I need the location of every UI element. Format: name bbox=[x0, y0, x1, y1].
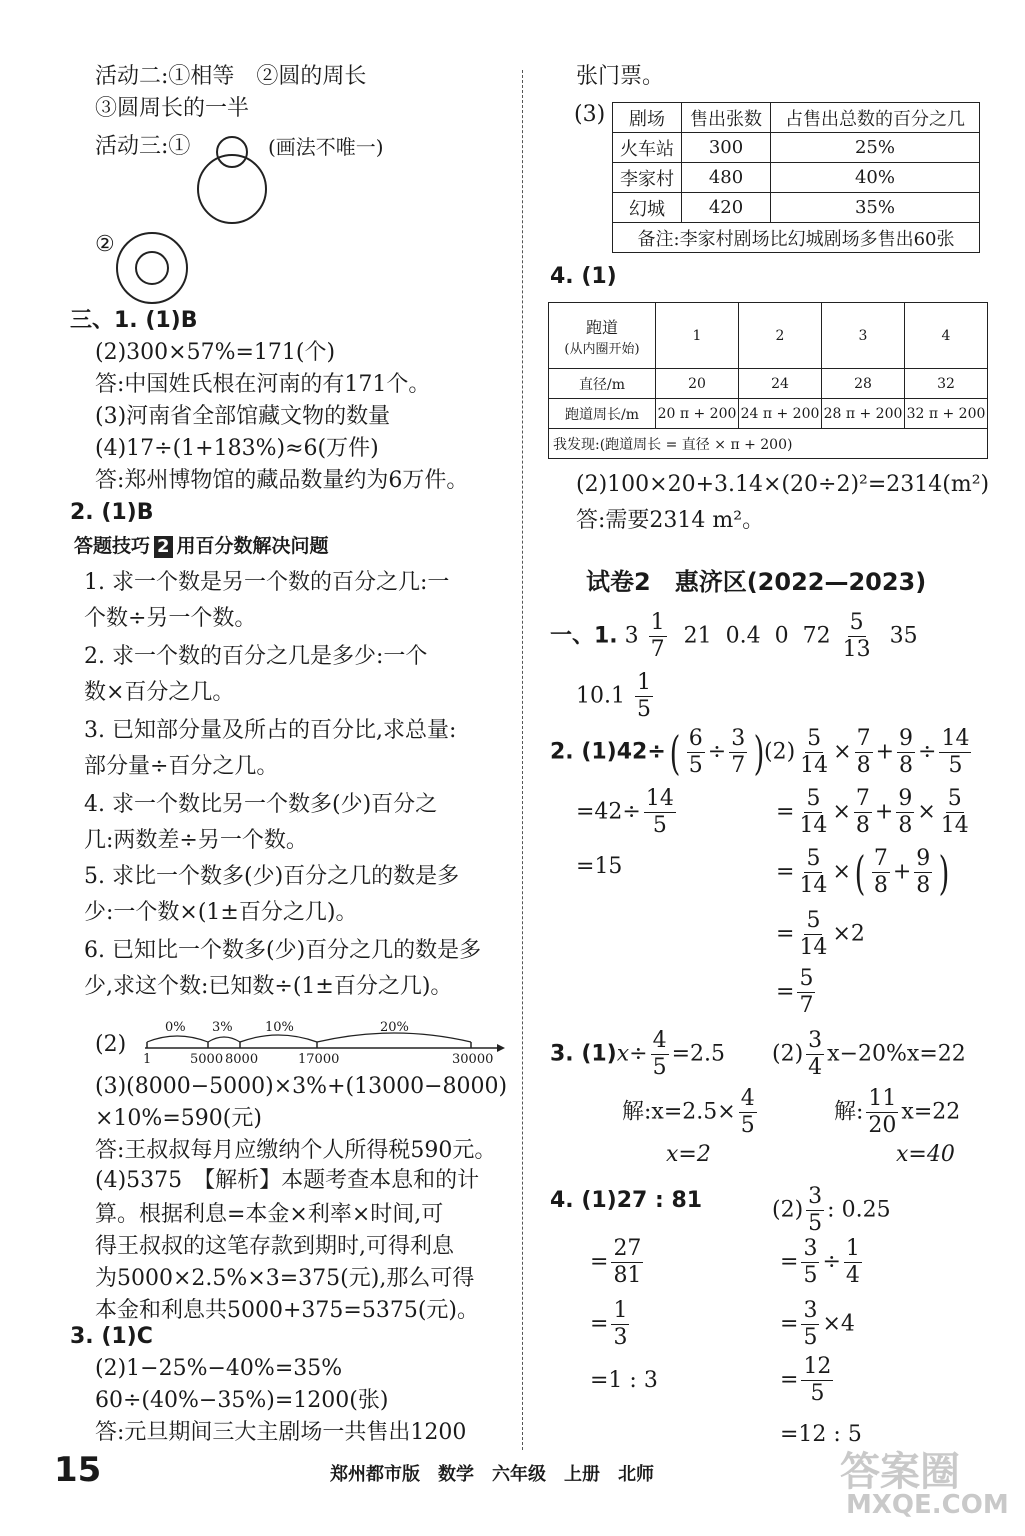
p2-r-label: (2) bbox=[764, 739, 796, 765]
s3-q2-4-line4: 为5000×2.5%×3=375(元),那么可得 bbox=[95, 1266, 475, 1291]
p3-sol2: 解: bbox=[834, 1099, 864, 1125]
theatre-cell: 李家村 bbox=[613, 163, 682, 193]
p3-left-line1 bbox=[550, 1030, 725, 1079]
p2-right-line1: (2) $\frac{5}{14}$ × $\frac{7}{8}$ + $\frac{9}{8}$ ÷ $\frac{14}{5}$ bbox=[764, 726, 970, 778]
track-h1: 跑道 bbox=[585, 317, 618, 337]
frac-den: 14 bbox=[800, 753, 829, 778]
frac-3-4 bbox=[806, 1030, 824, 1079]
track-lane: 2 bbox=[739, 303, 822, 369]
p2-right-line2: = $\frac{5}{14}$ × $\frac{7}{8}$ + $\frac{9}{8}$ × $\frac{5}{14}$ bbox=[776, 786, 969, 838]
p2-right-line4: = $\frac{5}{14}$ ×2 bbox=[776, 908, 865, 960]
p3-x: x÷ bbox=[616, 1041, 648, 1067]
frac-9-8 bbox=[914, 848, 932, 897]
frac-num: 9 bbox=[899, 726, 914, 751]
numline-tick-5000: 5000 bbox=[190, 1052, 224, 1067]
track-table bbox=[548, 302, 988, 459]
frac-den: 5 bbox=[652, 813, 667, 838]
open-paren: ( bbox=[669, 725, 681, 780]
numline-pct-3: 3% bbox=[212, 1020, 233, 1035]
p3-2-label: (2) bbox=[772, 1041, 804, 1067]
open-paren: ( bbox=[854, 845, 866, 900]
r-continuation: 张门票。 bbox=[576, 64, 665, 89]
watermark-logo: 答案圈 bbox=[840, 1449, 960, 1495]
frac-num: 9 bbox=[916, 846, 931, 871]
frac-3-5 bbox=[801, 1238, 819, 1287]
act3-label: 活动三:① bbox=[95, 134, 191, 159]
frac-den: 5 bbox=[803, 1263, 818, 1288]
s3-q2-4-line1: (4)5375 【解析】本题考查本息和的计 bbox=[95, 1168, 480, 1193]
frac-5-14 bbox=[798, 728, 830, 777]
p4-right-line1 bbox=[772, 1186, 891, 1235]
frac-den: 5 bbox=[740, 1113, 755, 1138]
frac-num: 5 bbox=[806, 908, 821, 933]
track-per-label: 跑道周长/m bbox=[549, 399, 656, 429]
p4-times-4: ×4 bbox=[822, 1311, 855, 1337]
close-paren: ) bbox=[753, 725, 765, 780]
p3-sol1-result: x=2 bbox=[666, 1142, 711, 1167]
theatre-cell: 40% bbox=[771, 163, 980, 193]
theatre-cell: 420 bbox=[682, 193, 771, 223]
s3-q1-2: (2)300×57%=171(个) bbox=[95, 340, 336, 365]
frac-num: 1 bbox=[650, 610, 665, 635]
frac-4-5b bbox=[739, 1088, 757, 1137]
s3-q2-1: 2. (1)B bbox=[70, 500, 154, 525]
tip-line-7: 4. 求一个数比另一个数多(少)百分之 bbox=[84, 792, 438, 817]
frac-den: 7 bbox=[799, 993, 814, 1018]
frac-num: 5 bbox=[806, 846, 821, 871]
frac-7-8 bbox=[872, 848, 890, 897]
numline-tick-17000: 17000 bbox=[298, 1052, 340, 1067]
p3-sol2-eq: x=22 bbox=[901, 1099, 961, 1125]
r-q3-label: (3) bbox=[574, 102, 606, 127]
track-per: 28 π + 200 bbox=[822, 399, 905, 429]
s3-q3-1: 3. (1)C bbox=[70, 1324, 153, 1349]
p4-left-line2: = $\frac{27}{81}$ bbox=[590, 1236, 642, 1288]
frac-num: 5 bbox=[807, 726, 822, 751]
p4-right-line3: = $\frac{3}{5}$ ×4 bbox=[780, 1298, 855, 1350]
track-find: 我发现:(跑道周长 = 直径 × π + 200) bbox=[549, 429, 988, 459]
tip-title-a: 答题技巧 bbox=[74, 535, 151, 557]
frac-num: 3 bbox=[803, 1236, 818, 1261]
s3-q2-4-line2: 算。根据利息=本金×利率×时间,可 bbox=[95, 1202, 444, 1227]
frac-1-4 bbox=[844, 1238, 862, 1287]
numline-label: (2) bbox=[95, 1032, 127, 1057]
theatre-cell: 300 bbox=[682, 133, 771, 163]
frac-1-3 bbox=[611, 1300, 629, 1349]
frac-5-7 bbox=[797, 968, 815, 1017]
frac-den: 4 bbox=[808, 1055, 823, 1080]
frac-den: 5 bbox=[803, 1325, 818, 1350]
s3-q1-5: (4)17÷(1+183%)≈6(万件) bbox=[95, 436, 379, 461]
frac-5-14b bbox=[939, 788, 971, 837]
frac-den: 13 bbox=[842, 637, 871, 662]
p1-val: 10.1 bbox=[576, 683, 625, 709]
p2-left-line2: =42÷ $\frac{14}{5}$ bbox=[576, 786, 674, 838]
s3-q2-4-line3: 得王叔叔的这笔存款到期时,可得利息 bbox=[95, 1234, 454, 1259]
frac-den: 20 bbox=[868, 1113, 897, 1138]
frac-den: 5 bbox=[948, 753, 963, 778]
s3-q1-3: 答:中国姓氏根在河南的有171个。 bbox=[95, 372, 431, 397]
numline-pct-10: 10% bbox=[265, 1020, 294, 1035]
track-lane: 3 bbox=[822, 303, 905, 369]
track-lane: 1 bbox=[656, 303, 739, 369]
numline-pct-0: 0% bbox=[165, 1020, 186, 1035]
s3-q2-3c: 答:王叔叔每月应缴纳个人所得税590元。 bbox=[95, 1138, 497, 1163]
frac-5-14 bbox=[797, 910, 829, 959]
frac-num: 14 bbox=[941, 726, 970, 751]
frac-3-5 bbox=[801, 1300, 819, 1349]
s3-q3-4: 答:元旦期间三大主剧场一共售出1200 bbox=[95, 1420, 467, 1445]
p3-left-line2 bbox=[622, 1088, 760, 1137]
tip-line-11: 6. 已知比一个数多(少)百分之几的数是多 bbox=[84, 938, 482, 963]
frac-num: 11 bbox=[868, 1086, 897, 1111]
p1-label: 一、1. bbox=[550, 623, 618, 649]
frac-den: 5 bbox=[636, 697, 651, 722]
frac-den: 14 bbox=[799, 935, 828, 960]
track-diam-label: 直径/m bbox=[549, 369, 656, 399]
r-q4-2: (2)100×20+3.14×(20÷2)²=2314(m²) bbox=[576, 472, 990, 497]
frac-num: 3 bbox=[731, 726, 746, 751]
act2-line2: ③圆周长的一半 bbox=[95, 96, 250, 121]
p4-right-line5: =12 : 5 bbox=[780, 1422, 862, 1447]
tip-line-12: 少,求这个数:已知数÷(1±百分之几)。 bbox=[84, 974, 453, 999]
frac-num: 3 bbox=[808, 1028, 823, 1053]
frac-den: 14 bbox=[940, 813, 969, 838]
p3-1-eq: =2.5 bbox=[671, 1041, 726, 1067]
theatre-cell: 25% bbox=[771, 133, 980, 163]
p4-right-line4: = $\frac{12}{5}$ bbox=[780, 1354, 832, 1406]
track-h2: (从内圈开始) bbox=[564, 341, 640, 357]
track-header-cell bbox=[549, 303, 656, 369]
frac-den: 14 bbox=[799, 813, 828, 838]
frac-num: 5 bbox=[799, 966, 814, 991]
frac-num: 7 bbox=[855, 786, 870, 811]
act3-circle2-label: ② bbox=[95, 232, 115, 257]
p2-right-line3: = $\frac{5}{14}$ ×( $\frac{7}{8}$ + $\frac{9}{8}$ ) bbox=[776, 845, 950, 900]
page-number: 15 bbox=[54, 1450, 102, 1490]
frac-3-7 bbox=[729, 728, 747, 777]
frac-den: 5 bbox=[810, 1381, 825, 1406]
p2-left-line1: 2. (1)42÷( $\frac{6}{5}$ ÷ $\frac{3}{7}$ ) bbox=[550, 725, 765, 780]
close-paren: ) bbox=[938, 845, 950, 900]
frac-6-5 bbox=[687, 728, 705, 777]
numline-tick-30000: 30000 bbox=[452, 1052, 494, 1067]
p2-left-line3: =15 bbox=[576, 854, 623, 879]
frac-1-5 bbox=[635, 672, 653, 721]
s3-q1-4: (3)河南省全部馆藏文物的数量 bbox=[95, 404, 391, 429]
frac-num: 14 bbox=[645, 786, 674, 811]
track-diam: 24 bbox=[739, 369, 822, 399]
theatre-cell: 480 bbox=[682, 163, 771, 193]
overlap-circles-figure bbox=[190, 130, 280, 230]
frac-den: 5 bbox=[652, 1055, 667, 1080]
theatre-cell: 幻城 bbox=[613, 193, 682, 223]
p3-right-line1 bbox=[772, 1030, 966, 1079]
frac-num: 6 bbox=[688, 726, 703, 751]
frac-5-14 bbox=[797, 848, 829, 897]
frac-num: 1 bbox=[613, 1298, 628, 1323]
frac-num: 3 bbox=[808, 1184, 823, 1209]
frac-27-81 bbox=[611, 1238, 643, 1287]
frac-den: 8 bbox=[855, 813, 870, 838]
frac-14-5 bbox=[644, 788, 676, 837]
frac-num: 7 bbox=[856, 726, 871, 751]
p3-sol1: 解:x=2.5× bbox=[622, 1099, 736, 1125]
frac-den: 81 bbox=[613, 1263, 642, 1288]
theatre-th-2: 售出张数 bbox=[682, 103, 771, 133]
track-diam: 20 bbox=[656, 369, 739, 399]
p2-label: 2. (1)42÷ bbox=[550, 739, 666, 765]
tip-line-3: 2. 求一个数的百分之几是多少:一个 bbox=[84, 644, 428, 669]
footer-info: 郑州都市版 数学 六年级 上册 北师 bbox=[330, 1464, 654, 1485]
frac-num: 3 bbox=[803, 1298, 818, 1323]
s3-q1-6: 答:郑州博物馆的藏品数量约为6万件。 bbox=[95, 468, 469, 493]
theatre-table bbox=[612, 102, 980, 253]
p4-left-line1 bbox=[550, 1186, 702, 1216]
track-per: 24 π + 200 bbox=[739, 399, 822, 429]
frac-den: 7 bbox=[731, 753, 746, 778]
frac-den: 7 bbox=[650, 637, 665, 662]
frac-1-7 bbox=[649, 612, 667, 661]
p1-line2 bbox=[576, 672, 656, 721]
frac-num: 7 bbox=[873, 846, 888, 871]
tip-line-6: 部分量÷百分之几。 bbox=[84, 754, 279, 779]
frac-den: 4 bbox=[845, 1263, 860, 1288]
s3-q1-1: 三、1. (1)B bbox=[70, 308, 198, 333]
p1-val: 3 bbox=[624, 623, 639, 649]
frac-7-8 bbox=[854, 788, 872, 837]
frac-14-5b bbox=[939, 728, 971, 777]
p4-2-ratio: : 0.25 bbox=[827, 1197, 891, 1223]
frac-3-5 bbox=[806, 1186, 824, 1235]
frac-den: 8 bbox=[916, 873, 931, 898]
frac-7-8 bbox=[855, 728, 873, 777]
frac-num: 1 bbox=[636, 670, 651, 695]
frac-5-14 bbox=[797, 788, 829, 837]
s3-q2-3a: (3)(8000−5000)×3%+(13000−8000) bbox=[95, 1074, 508, 1099]
p1-val: 72 bbox=[802, 623, 831, 649]
act3-note: (画法不唯一) bbox=[268, 135, 384, 159]
frac-den: 8 bbox=[856, 753, 871, 778]
p4-1: 4. (1)27 : 81 bbox=[550, 1188, 703, 1213]
frac-num: 4 bbox=[652, 1028, 667, 1053]
p3-sol2-result: x=40 bbox=[896, 1142, 955, 1167]
p4-2-label: (2) bbox=[772, 1197, 804, 1223]
track-lane: 4 bbox=[905, 303, 988, 369]
frac-den: 14 bbox=[799, 873, 828, 898]
p1-val: 35 bbox=[889, 623, 918, 649]
tip-line-10: 少:一个数×(1±百分之几)。 bbox=[84, 900, 358, 925]
frac-num: 5 bbox=[806, 786, 821, 811]
p2-right-line5: = $\frac{5}{7}$ bbox=[776, 966, 814, 1018]
p1-val: 0.4 bbox=[725, 623, 761, 649]
numline-tick-1: 1 bbox=[143, 1052, 152, 1067]
frac-12-5 bbox=[801, 1356, 833, 1405]
frac-den: 8 bbox=[873, 873, 888, 898]
frac-den: 5 bbox=[688, 753, 703, 778]
p2-result: 15 bbox=[594, 854, 623, 879]
p3-label: 3. (1) bbox=[550, 1041, 617, 1067]
theatre-cell: 火车站 bbox=[613, 133, 682, 163]
frac-den: 8 bbox=[898, 813, 913, 838]
frac-num: 9 bbox=[898, 786, 913, 811]
r-q4-2-answer: 答:需要2314 m²。 bbox=[576, 508, 765, 533]
frac-den: 3 bbox=[613, 1325, 628, 1350]
p3-2-eq: x−20%x=22 bbox=[827, 1041, 966, 1067]
tip-line-8: 几:两数差÷另一个数。 bbox=[84, 828, 308, 853]
frac-4-5 bbox=[651, 1030, 669, 1079]
track-per: 20 π + 200 bbox=[656, 399, 739, 429]
frac-num: 5 bbox=[947, 786, 962, 811]
tip-line-2: 个数÷另一个数。 bbox=[84, 606, 257, 631]
track-diam: 32 bbox=[905, 369, 988, 399]
frac-num: 4 bbox=[740, 1086, 755, 1111]
r-q4-label: 4. (1) bbox=[550, 264, 617, 289]
p1-val: 0 bbox=[774, 623, 789, 649]
p4-left-line4: =1 : 3 bbox=[590, 1368, 658, 1393]
frac-den: 8 bbox=[899, 753, 914, 778]
s3-q2-4-line5: 本金和利息共5000+375=5375(元)。 bbox=[95, 1298, 480, 1323]
p2-two: 2 bbox=[850, 921, 865, 947]
act2-line1: 活动二:①相等 ②圆的周长 bbox=[95, 64, 367, 89]
frac-11-20 bbox=[866, 1088, 898, 1137]
concentric-circles-figure bbox=[112, 228, 192, 308]
s3-q2-3b: ×10%=590(元) bbox=[95, 1106, 262, 1131]
frac-num: 27 bbox=[613, 1236, 642, 1261]
paper-title: 试卷2 惠济区(2022—2023) bbox=[586, 568, 927, 596]
frac-num: 1 bbox=[845, 1236, 860, 1261]
frac-9-8 bbox=[897, 728, 915, 777]
numline-tick-8000: 8000 bbox=[225, 1052, 259, 1067]
p4-left-line3: = $\frac{1}{3}$ bbox=[590, 1298, 628, 1350]
p4-right-line2: = $\frac{3}{5}$ ÷ $\frac{1}{4}$ bbox=[780, 1236, 860, 1288]
track-per: 32 π + 200 bbox=[905, 399, 988, 429]
tip-line-5: 3. 已知部分量及所占的百分比,求总量: bbox=[84, 718, 457, 743]
tip-line-4: 数×百分之几。 bbox=[84, 680, 235, 705]
p3-right-line2 bbox=[834, 1088, 960, 1137]
p1-line1 bbox=[550, 612, 918, 661]
theatre-note: 备注:李家村剧场比幻城剧场多售出60张 bbox=[613, 223, 980, 253]
frac-num: 5 bbox=[849, 610, 864, 635]
frac-5-13 bbox=[841, 612, 873, 661]
theatre-th-1: 剧场 bbox=[613, 103, 682, 133]
theatre-th-3: 占售出总数的百分之几 bbox=[771, 103, 980, 133]
theatre-cell: 35% bbox=[771, 193, 980, 223]
watermark-url: MXQE.COM bbox=[846, 1490, 1009, 1520]
tip-number-badge: 2 bbox=[154, 536, 173, 558]
tip-line-1: 1. 求一个数是另一个数的百分之几:一 bbox=[84, 570, 450, 595]
tip-title-b: 用百分数解决问题 bbox=[176, 535, 329, 557]
frac-9-8 bbox=[896, 788, 914, 837]
tip-title bbox=[74, 533, 329, 559]
tip-line-9: 5. 求比一个数多(少)百分之几的数是多 bbox=[84, 864, 460, 889]
column-divider bbox=[522, 70, 523, 1450]
frac-num: 12 bbox=[803, 1354, 832, 1379]
frac-den: 5 bbox=[808, 1211, 823, 1236]
track-diam: 28 bbox=[822, 369, 905, 399]
numline-pct-20: 20% bbox=[380, 1020, 409, 1035]
s3-q3-3: 60÷(40%−35%)=1200(张) bbox=[95, 1388, 389, 1413]
s3-q3-2: (2)1−25%−40%=35% bbox=[95, 1356, 343, 1381]
p1-val: 21 bbox=[683, 623, 712, 649]
